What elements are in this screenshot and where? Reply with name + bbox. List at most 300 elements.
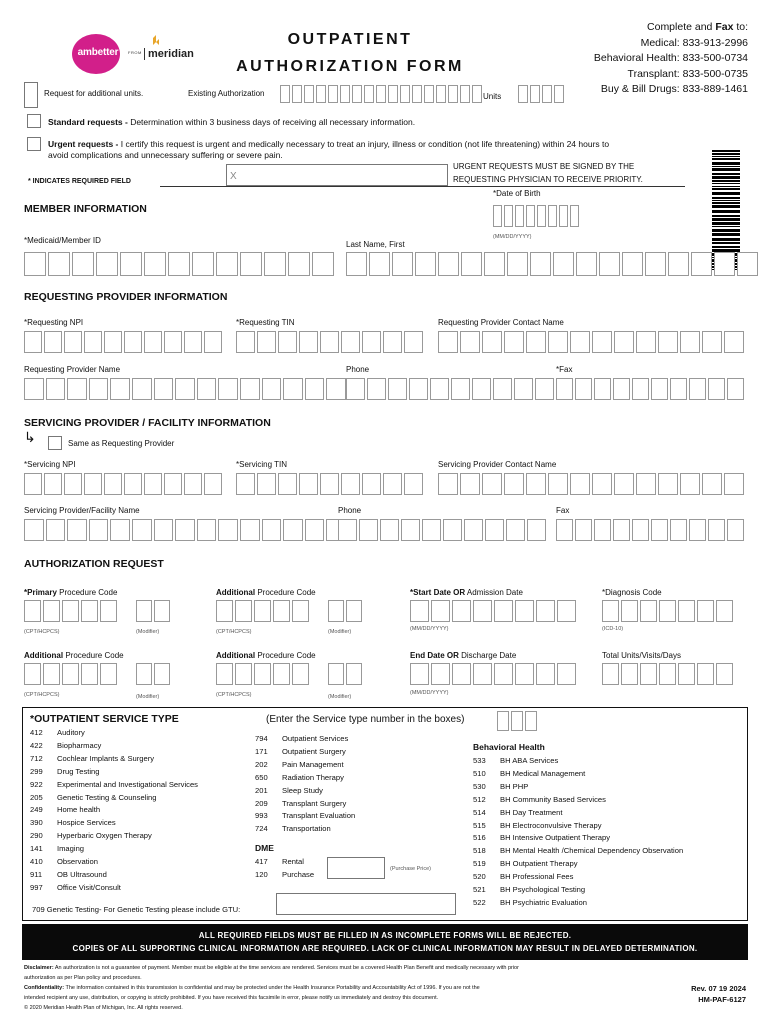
char-cell[interactable] — [678, 663, 695, 685]
char-cell[interactable] — [537, 205, 546, 227]
char-cell[interactable] — [430, 378, 449, 400]
char-cell[interactable] — [96, 252, 118, 276]
char-cell[interactable] — [613, 519, 630, 541]
dob-input[interactable] — [493, 205, 579, 227]
char-cell[interactable] — [494, 600, 513, 622]
char-cell[interactable] — [362, 331, 381, 353]
primary-cpt-hint: (CPT/HCPCS) — [24, 629, 60, 635]
char-cell[interactable] — [482, 331, 502, 353]
char-cell[interactable] — [62, 663, 79, 685]
char-cell[interactable] — [714, 252, 735, 276]
primary-cpt-input[interactable] — [24, 600, 117, 622]
char-cell[interactable] — [668, 252, 689, 276]
char-cell[interactable] — [305, 519, 325, 541]
physician-signature-field[interactable] — [226, 164, 448, 186]
char-cell[interactable] — [110, 378, 130, 400]
char-cell[interactable] — [320, 473, 339, 495]
footer-disclaimer — [24, 963, 519, 1013]
requesting-npi-input[interactable] — [24, 331, 222, 353]
char-cell[interactable] — [328, 85, 338, 103]
char-cell[interactable] — [24, 600, 41, 622]
char-cell[interactable] — [326, 378, 346, 400]
char-cell[interactable] — [84, 473, 102, 495]
char-cell[interactable] — [460, 85, 470, 103]
char-cell[interactable] — [724, 473, 744, 495]
char-cell[interactable] — [602, 600, 619, 622]
char-cell[interactable] — [708, 519, 725, 541]
char-cell[interactable] — [493, 378, 512, 400]
char-cell[interactable] — [388, 85, 398, 103]
char-cell[interactable] — [43, 600, 60, 622]
char-cell[interactable] — [575, 519, 592, 541]
char-cell[interactable] — [452, 663, 471, 685]
char-cell[interactable] — [216, 252, 238, 276]
diagnosis-input[interactable] — [602, 600, 733, 622]
units-input[interactable] — [518, 85, 564, 103]
char-cell[interactable] — [680, 331, 700, 353]
char-cell[interactable] — [461, 252, 482, 276]
char-cell[interactable] — [737, 252, 758, 276]
same-as-requesting-checkbox[interactable] — [48, 436, 62, 450]
char-cell[interactable] — [632, 378, 649, 400]
char-cell[interactable] — [438, 331, 458, 353]
char-cell[interactable] — [338, 519, 357, 541]
char-cell[interactable] — [81, 600, 98, 622]
char-cell[interactable] — [288, 252, 310, 276]
char-cell[interactable] — [104, 473, 122, 495]
char-cell[interactable] — [257, 473, 276, 495]
total-units-input[interactable] — [602, 663, 733, 685]
char-cell[interactable] — [72, 252, 94, 276]
char-cell[interactable] — [144, 331, 162, 353]
char-cell[interactable] — [197, 519, 217, 541]
char-cell[interactable] — [154, 600, 170, 622]
char-cell[interactable] — [554, 85, 564, 103]
char-cell[interactable] — [636, 331, 656, 353]
char-cell[interactable] — [367, 378, 386, 400]
char-cell[interactable] — [388, 378, 407, 400]
char-cell[interactable] — [451, 378, 470, 400]
char-cell[interactable] — [100, 663, 117, 685]
char-cell[interactable] — [24, 473, 42, 495]
char-cell[interactable] — [216, 600, 233, 622]
char-cell[interactable] — [658, 331, 678, 353]
char-cell[interactable] — [494, 663, 513, 685]
char-cell[interactable] — [273, 663, 290, 685]
char-cell[interactable] — [530, 85, 540, 103]
char-cell[interactable] — [218, 378, 238, 400]
primary-modifier-input[interactable] — [136, 600, 170, 622]
char-cell[interactable] — [535, 378, 554, 400]
standard-request-checkbox[interactable] — [27, 114, 41, 128]
char-cell[interactable] — [448, 85, 458, 103]
char-cell[interactable] — [218, 519, 238, 541]
char-cell[interactable] — [164, 331, 182, 353]
additional-modifier-input-2[interactable] — [136, 663, 170, 685]
char-cell[interactable] — [472, 85, 482, 103]
char-cell[interactable] — [328, 600, 344, 622]
char-cell[interactable] — [614, 331, 634, 353]
char-cell[interactable] — [104, 331, 122, 353]
char-cell[interactable] — [164, 473, 182, 495]
char-cell[interactable] — [346, 600, 362, 622]
char-cell[interactable] — [304, 85, 314, 103]
char-cell[interactable] — [548, 473, 568, 495]
char-cell[interactable] — [346, 252, 367, 276]
char-cell[interactable] — [44, 473, 62, 495]
dme-heading: DME — [255, 843, 274, 853]
char-cell[interactable] — [622, 252, 643, 276]
char-cell[interactable] — [262, 378, 282, 400]
char-cell[interactable] — [659, 663, 676, 685]
requesting-contact-input[interactable] — [438, 331, 744, 353]
char-cell[interactable] — [570, 331, 590, 353]
char-cell[interactable] — [192, 252, 214, 276]
medicaid-input[interactable] — [24, 252, 334, 276]
char-cell[interactable] — [404, 331, 423, 353]
char-cell[interactable] — [431, 663, 450, 685]
char-cell[interactable] — [283, 378, 303, 400]
char-cell[interactable] — [376, 85, 386, 103]
char-cell[interactable] — [144, 252, 166, 276]
char-cell[interactable] — [658, 473, 678, 495]
char-cell[interactable] — [292, 85, 302, 103]
char-cell[interactable] — [702, 473, 722, 495]
char-cell[interactable] — [716, 663, 733, 685]
char-cell[interactable] — [504, 205, 513, 227]
requesting-fax-input[interactable] — [556, 378, 744, 400]
additional-cpt-input-3[interactable] — [216, 663, 309, 685]
char-cell[interactable] — [48, 252, 70, 276]
char-cell[interactable] — [518, 85, 528, 103]
char-cell[interactable] — [464, 519, 483, 541]
char-cell[interactable] — [422, 519, 441, 541]
char-cell[interactable] — [515, 663, 534, 685]
char-cell[interactable] — [120, 252, 142, 276]
char-cell[interactable] — [727, 519, 744, 541]
char-cell[interactable] — [257, 331, 276, 353]
char-cell[interactable] — [197, 378, 217, 400]
char-cell[interactable] — [436, 85, 446, 103]
request-additional-checkbox[interactable] — [24, 82, 38, 108]
char-cell[interactable] — [651, 378, 668, 400]
char-cell[interactable] — [236, 331, 255, 353]
char-cell[interactable] — [632, 519, 649, 541]
char-cell[interactable] — [724, 331, 744, 353]
char-cell[interactable] — [515, 205, 524, 227]
char-cell[interactable] — [548, 331, 568, 353]
char-cell[interactable] — [292, 600, 309, 622]
char-cell[interactable] — [254, 600, 271, 622]
char-cell[interactable] — [594, 378, 611, 400]
servicing-fax-input[interactable] — [556, 519, 744, 541]
char-cell[interactable] — [254, 663, 271, 685]
char-cell[interactable] — [424, 85, 434, 103]
char-cell[interactable] — [645, 252, 666, 276]
char-cell[interactable] — [235, 663, 252, 685]
char-cell[interactable] — [216, 663, 233, 685]
char-cell[interactable] — [594, 519, 611, 541]
char-cell[interactable] — [697, 600, 714, 622]
char-cell[interactable] — [132, 519, 152, 541]
char-cell[interactable] — [204, 331, 222, 353]
char-cell[interactable] — [380, 519, 399, 541]
char-cell[interactable] — [46, 378, 66, 400]
char-cell[interactable] — [346, 663, 362, 685]
char-cell[interactable] — [136, 663, 152, 685]
char-cell[interactable] — [689, 378, 706, 400]
char-cell[interactable] — [576, 252, 597, 276]
char-cell[interactable] — [570, 205, 579, 227]
char-cell[interactable] — [689, 519, 706, 541]
char-cell[interactable] — [431, 600, 450, 622]
servicing-tin-input[interactable] — [236, 473, 423, 495]
char-cell[interactable] — [530, 252, 551, 276]
char-cell[interactable] — [556, 378, 573, 400]
requesting-phone-input[interactable] — [346, 378, 554, 400]
char-cell[interactable] — [621, 600, 638, 622]
char-cell[interactable] — [305, 378, 325, 400]
char-cell[interactable] — [273, 600, 290, 622]
char-cell[interactable] — [511, 711, 523, 731]
char-cell[interactable] — [392, 252, 413, 276]
char-cell[interactable] — [438, 473, 458, 495]
char-cell[interactable] — [352, 85, 362, 103]
char-cell[interactable] — [557, 663, 576, 685]
char-cell[interactable] — [691, 252, 712, 276]
char-cell[interactable] — [504, 473, 524, 495]
char-cell[interactable] — [316, 85, 326, 103]
servicing-phone-input[interactable] — [338, 519, 546, 541]
char-cell[interactable] — [132, 378, 152, 400]
char-cell[interactable] — [184, 331, 202, 353]
char-cell[interactable] — [640, 663, 657, 685]
char-cell[interactable] — [472, 378, 491, 400]
char-cell[interactable] — [702, 331, 722, 353]
char-cell[interactable] — [175, 378, 195, 400]
char-cell[interactable] — [110, 519, 130, 541]
char-cell[interactable] — [680, 473, 700, 495]
char-cell[interactable] — [240, 519, 260, 541]
char-cell[interactable] — [175, 519, 195, 541]
member-name-input[interactable] — [346, 252, 758, 276]
char-cell[interactable] — [443, 519, 462, 541]
char-cell[interactable] — [136, 600, 152, 622]
char-cell[interactable] — [204, 473, 222, 495]
char-cell[interactable] — [526, 473, 546, 495]
char-cell[interactable] — [727, 378, 744, 400]
char-cell[interactable] — [144, 473, 162, 495]
servicing-name-input[interactable] — [24, 519, 346, 541]
additional-cpt-input-2[interactable] — [24, 663, 117, 685]
char-cell[interactable] — [570, 473, 590, 495]
char-cell[interactable] — [84, 331, 102, 353]
char-cell[interactable] — [409, 378, 428, 400]
gtu-input[interactable] — [276, 893, 456, 915]
char-cell[interactable] — [67, 378, 87, 400]
char-cell[interactable] — [24, 252, 46, 276]
char-cell[interactable] — [651, 519, 668, 541]
char-cell[interactable] — [708, 378, 725, 400]
char-cell[interactable] — [340, 85, 350, 103]
char-cell[interactable] — [636, 473, 656, 495]
char-cell[interactable] — [536, 663, 555, 685]
char-cell[interactable] — [507, 252, 528, 276]
char-cell[interactable] — [124, 473, 142, 495]
char-cell[interactable] — [359, 519, 378, 541]
char-cell[interactable] — [62, 600, 79, 622]
char-cell[interactable] — [613, 378, 630, 400]
char-cell[interactable] — [278, 473, 297, 495]
char-cell[interactable] — [383, 473, 402, 495]
char-cell[interactable] — [452, 600, 471, 622]
char-cell[interactable] — [100, 600, 117, 622]
char-cell[interactable] — [473, 600, 492, 622]
char-cell[interactable] — [575, 378, 592, 400]
char-cell[interactable] — [716, 600, 733, 622]
char-cell[interactable] — [240, 378, 260, 400]
char-cell[interactable] — [43, 663, 60, 685]
char-cell[interactable] — [299, 473, 318, 495]
requesting-name-input[interactable] — [24, 378, 346, 400]
char-cell[interactable] — [542, 85, 552, 103]
char-cell[interactable] — [64, 473, 82, 495]
char-cell[interactable] — [599, 252, 620, 276]
char-cell[interactable] — [473, 663, 492, 685]
char-cell[interactable] — [383, 331, 402, 353]
char-cell[interactable] — [526, 205, 535, 227]
char-cell[interactable] — [236, 473, 255, 495]
char-cell[interactable] — [678, 600, 695, 622]
char-cell[interactable] — [299, 331, 318, 353]
char-cell[interactable] — [410, 600, 429, 622]
char-cell[interactable] — [278, 331, 297, 353]
char-cell[interactable] — [24, 663, 41, 685]
char-cell[interactable] — [280, 85, 290, 103]
char-cell[interactable] — [670, 378, 687, 400]
char-cell[interactable] — [614, 473, 634, 495]
char-cell[interactable] — [89, 519, 109, 541]
char-cell[interactable] — [154, 519, 174, 541]
char-cell[interactable] — [124, 331, 142, 353]
char-cell[interactable] — [482, 473, 502, 495]
title-line-2: AUTHORIZATION FORM — [236, 58, 464, 75]
additional-cpt-input-1[interactable] — [216, 600, 309, 622]
char-cell[interactable] — [312, 252, 334, 276]
char-cell[interactable] — [670, 519, 687, 541]
servicing-npi-input[interactable] — [24, 473, 222, 495]
char-cell[interactable] — [264, 252, 286, 276]
char-cell[interactable] — [46, 519, 66, 541]
char-cell[interactable] — [484, 252, 505, 276]
additional-modifier-input-1[interactable] — [328, 600, 362, 622]
char-cell[interactable] — [659, 600, 676, 622]
char-cell[interactable] — [497, 711, 509, 731]
servicing-contact-input[interactable] — [438, 473, 744, 495]
char-cell[interactable] — [184, 473, 202, 495]
char-cell[interactable] — [506, 519, 525, 541]
char-cell[interactable] — [64, 331, 82, 353]
char-cell[interactable] — [400, 85, 410, 103]
char-cell[interactable] — [328, 663, 344, 685]
char-cell[interactable] — [154, 378, 174, 400]
char-cell[interactable] — [640, 600, 657, 622]
char-cell[interactable] — [412, 85, 422, 103]
char-cell[interactable] — [527, 519, 546, 541]
char-cell[interactable] — [485, 519, 504, 541]
char-cell[interactable] — [81, 663, 98, 685]
char-cell[interactable] — [346, 378, 365, 400]
signature-x-mark: X — [230, 171, 237, 182]
char-cell[interactable] — [493, 205, 502, 227]
additional-modifier-input-3[interactable] — [328, 663, 362, 685]
start-date-input[interactable] — [410, 600, 576, 622]
char-cell[interactable] — [341, 331, 360, 353]
char-cell[interactable] — [592, 473, 612, 495]
char-cell[interactable] — [404, 473, 423, 495]
char-cell[interactable] — [460, 473, 480, 495]
char-cell[interactable] — [592, 331, 612, 353]
char-cell[interactable] — [89, 378, 109, 400]
urgent-request-checkbox[interactable] — [27, 137, 41, 151]
char-cell[interactable] — [24, 519, 44, 541]
char-cell[interactable] — [283, 519, 303, 541]
existing-auth-input[interactable] — [280, 85, 482, 103]
service-type-input[interactable] — [497, 711, 537, 731]
requesting-tin-input[interactable] — [236, 331, 423, 353]
end-date-input[interactable] — [410, 663, 576, 685]
char-cell[interactable] — [44, 331, 62, 353]
char-cell[interactable] — [168, 252, 190, 276]
char-cell[interactable] — [341, 473, 360, 495]
char-cell[interactable] — [525, 711, 537, 731]
char-cell[interactable] — [602, 663, 619, 685]
char-cell[interactable] — [504, 331, 524, 353]
char-cell[interactable] — [24, 378, 44, 400]
char-cell[interactable] — [460, 331, 480, 353]
char-cell[interactable] — [240, 252, 262, 276]
char-cell[interactable] — [154, 663, 170, 685]
char-cell[interactable] — [556, 519, 573, 541]
char-cell[interactable] — [369, 252, 390, 276]
char-cell[interactable] — [401, 519, 420, 541]
barcode-bar — [712, 200, 740, 201]
char-cell[interactable] — [24, 331, 42, 353]
char-cell[interactable] — [536, 600, 555, 622]
copyright: © 2020 Meridian Health Plan of Michigan, Inc. All rights reserved. — [24, 1005, 183, 1011]
char-cell[interactable] — [559, 205, 568, 227]
char-cell[interactable] — [515, 600, 534, 622]
char-cell[interactable] — [557, 600, 576, 622]
char-cell[interactable] — [235, 600, 252, 622]
char-cell[interactable] — [514, 378, 533, 400]
char-cell[interactable] — [697, 663, 714, 685]
char-cell[interactable] — [621, 663, 638, 685]
purchase-price-input[interactable] — [327, 857, 385, 879]
char-cell[interactable] — [526, 331, 546, 353]
char-cell[interactable] — [67, 519, 87, 541]
char-cell[interactable] — [410, 663, 429, 685]
char-cell[interactable] — [415, 252, 436, 276]
char-cell[interactable] — [548, 205, 557, 227]
char-cell[interactable] — [262, 519, 282, 541]
char-cell[interactable] — [553, 252, 574, 276]
char-cell[interactable] — [292, 663, 309, 685]
char-cell[interactable] — [362, 473, 381, 495]
char-cell[interactable] — [364, 85, 374, 103]
char-cell[interactable] — [320, 331, 339, 353]
char-cell[interactable] — [438, 252, 459, 276]
